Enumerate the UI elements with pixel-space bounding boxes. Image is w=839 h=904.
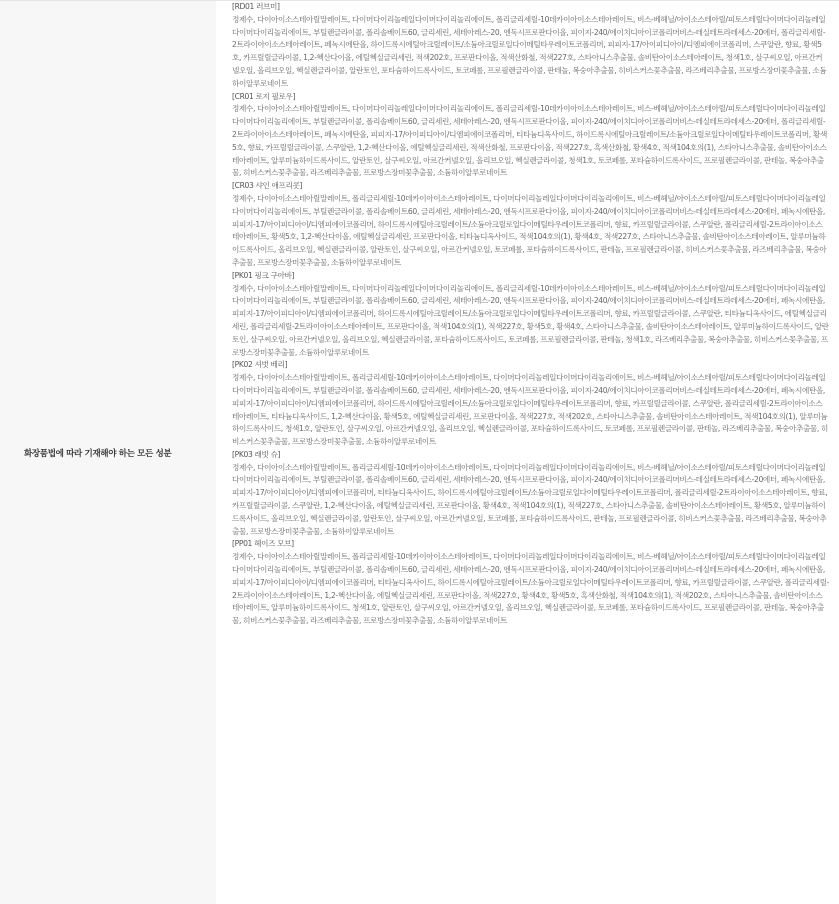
product-name: [PK01 핑크 구아바] [232, 270, 295, 280]
product-entry [232, 538, 829, 628]
product-ingredients: 정제수, 다이아이소스테아릴말레이트, 폴리글리세릴-10데카이아이소스테아레이트, 다이머다이리놀레일다이머다이리놀리에이트, 비스-베헤닐/아이소스테아릴/피토스테릴다이머다이리놀레일다이머다이리놀리에이트, 부틸렌글라이콜, 폴리솔베이트60, 글리세린, 세테아레스-20, 엔독시프로판다이올, 피이지-240/에이치디아이코폴리머비스-데실테트라데세스-20에터, 페녹시에탄올, 피피지-17/아이피디아이/디엠피에이코폴리머, 하이드록시에틸아크릴레이트/소듐아크릴로일다이메틸타우레이트코폴리머, 향료, 카프릴릴글라이콜, 스쿠알란, 폴리글리세릴-2트라이아이소스테아레이트, 티타늄디옥사이드, 1,2-헥산다이올, 황색5호, 에틸헥실글리세린, 프로판다이올, 적색227호, 적색202호, 스타아니스추출물, 솔비탄아이소스테아레이트, 적색104호의(1), 알루미늄하이드록사이드, 청색1호, 알란토인, 살구씨오일, 아르간커넬오일, 올리브오일, 헥실렌글라이콜, 포타슘하이드록사이드, 토코페롤, 프로필렌글라이콜, 판테놀, 라즈베리추출물, 복숭아추출물, 히비스커스꽃추출물, 프로방스장미꽃추출물, 소듐하이알루로네이트 [232, 373, 829, 447]
product-name: [CR03 샤인 애프리콧] [232, 181, 303, 191]
product-entry [232, 91, 829, 181]
product-entry [232, 180, 829, 270]
product-name: [RD01 러브미] [232, 2, 280, 11]
product-name: [PP01 헤이즈 모브] [232, 539, 294, 549]
table-label-cell [0, 1, 216, 904]
product-ingredients: 정제수, 다이아이소스테아릴말레이트, 다이머다이리놀레일다이머다이리놀리에이트, 폴리글리세릴-10데카이아이소스테아레이트, 비스-베헤닐/아이소스테아릴/피토스테릴다이머다이리놀레일다이머다이리놀리에이트, 부틸렌글라이콜, 폴리솔베이트60, 글리세린, 세테아레스-20, 엔독시프로판다이올, 피이지-240/에이치디아이코폴리머비스-데실테트라데세스-20에터, 폴리글리세릴-2트라이아이소스테아레이트, 페녹시에탄올, 하이드록시에틸아크릴레이트/소듐아크릴로일다이메틸타우레이트코폴리머, 피피지-17/아이피디아이/디엠피에이코폴리머, 스쿠알란, 향료, 황색5호, 카프릴릴글라이콜, 1,2-헥산다이올, 에틸헥실글리세린, 적색202호, 프로판다이올, 적색산화철, 적색227호, 스타아니스추출물, 솔비탄아이소스테아레이트, 청색1호, 살구씨오일, 아르간커넬오일, 올리브오일, 헥실렌글라이콜, 알란토인, 포타슘하이드록사이드, 토코페롤, 프로필렌글라이콜, 판테놀, 복숭아추출물, 히비스커스꽃추출물, 라즈베리추출물, 프로방스장미꽃추출물, 소듐하이알루로네이트 [232, 14, 827, 88]
product-entry [232, 270, 829, 360]
product-entry [232, 449, 829, 539]
product-name: [PK03 래빗 슈] [232, 449, 281, 459]
product-name: [PK02 셔벗 베리] [232, 360, 288, 370]
ingredients-label: 화장품법에 따라 기재해야 하는 모든 성분 [24, 448, 172, 459]
product-ingredients: 정제수, 다이아이소스테아릴말레이트, 다이머다이리놀레일다이머다이리놀리에이트, 폴리글리세릴-10데카이아이소스테아레이트, 비스-베헤닐/아이소스테아릴/피토스테릴다이머다이리놀레일다이머다이리놀리에이트, 부틸렌글라이콜, 폴리솔베이트60, 글리세린, 세테아레스-20, 엔독시프로판다이올, 피이지-240/에이치디아이코폴리머비스-데실테트라데세스-20에터, 폴리글리세릴-2트라이아이소스테아레이트, 페녹시에탄올, 피피지-17/아이피디아이/디엠피에이코폴리머, 티타늄디옥사이드, 하이드록시에틸아크릴레이트/소듐아크릴로일다이메틸타우레이트코폴리머, 황색5호, 향료, 카프릴릴글라이콜, 스쿠알란, 1,2-헥산다이올, 에틸헥실글리세린, 적색산화철, 프로판다이올, 적색227호, 흑색산화철, 황색4호, 적색104호의(1), 스타아니스추출물, 솔비탄아이소스테아레이트, 알루미늄하이드록사이드, 알란토인, 살구씨오일, 아르간커넬오일, 올리브오일, 헥실렌글라이콜, 청색1호, 토코페롤, 포타슘하이드록사이드, 프로필렌글라이콜, 판테놀, 복숭아추출물, 히비스커스꽃추출물, 라즈베리추출물, 프로방스장미꽃추출물, 소듐하이알루로네이트 [232, 104, 827, 178]
product-ingredients: 정제수, 다이아이소스테아릴말레이트, 다이머다이리놀레일다이머다이리놀리에이트, 폴리글리세릴-10데카이아이소스테아레이트, 비스-베헤닐/아이소스테아릴/피토스테릴다이머다이리놀레일다이머다이리놀리에이트, 부틸렌글라이콜, 폴리솔베이트60, 글리세린, 세테아레스-20, 엔독시프로판다이올, 피이지-240/에이치디아이코폴리머비스-데실테트라데세스-20에터, 페녹시에탄올, 피피지-17/아이피디아이/디엠피에이코폴리머, 하이드록시에틸아크릴레이트/소듐아크릴로일다이메틸타우레이트코폴리머, 향료, 카프릴릴글라이콜, 스쿠알란, 티타늄디옥사이드, 에틸헥실글리세린, 폴리글리세릴-2트라이아이소스테아레이트, 프로판다이올, 적색104호의(1), 적색227호, 황색5호, 황색4호, 스타아니스추출물, 솔비탄아이소스테아레이트, 알루미늄하이드록사이드, 알란토인, 살구씨오일, 아르간커넬오일, 올리브오일, 헥실렌글라이콜, 포타슘하이드록사이드, 토코페롤, 프로필렌글라이콜, 판테놀, 청색1호, 라즈베리추출물, 복숭아추출물, 히비스커스꽃추출물, 프로방스장미꽃추출물, 소듐하이알루로네이트 [232, 283, 829, 357]
product-entry [232, 359, 829, 449]
product-ingredients: 정제수, 다이아이소스테아릴말레이트, 폴리글리세릴-10데카이아이소스테아레이트, 다이머다이리놀레일다이머다이리놀리에이트, 비스-베헤닐/아이소스테아릴/피토스테릴다이머다이리놀레일다이머다이리놀리에이트, 부틸렌글라이콜, 폴리솔베이트60, 글리세린, 세테아레스-20, 엔독시프로판다이올, 피이지-240/에이치디아이코폴리머비스-데실테트라데세스-20에터, 페녹시에탄올, 피피지-17/아이피디아이/디엠피에이코폴리머, 하이드록시에틸아크릴레이트/소듐아크릴로일다이메틸타우레이트코폴리머, 향료, 카프릴릴글라이콜, 스쿠알란, 폴리글리세릴-2트라이아이소스테아레이트, 황색5호, 1,2-헥산다이올, 에틸헥실글리세린, 프로판다이올, 티타늄디옥사이드, 적색104호의(1), 황색4호, 적색227호, 스타아니스추출물, 솔비탄아이소스테아레이트, 알루미늄하이드록사이드, 올리브오일, 헥실렌글라이콜, 알란토인, 살구씨오일, 아르간커넬오일, 토코페롤, 포타슘하이드록사이드, 판테놀, 프로필렌글라이콜, 히비스커스꽃추출물, 라즈베리추출물, 복숭아추출물, 프로방스장미꽃추출물, 소듐하이알루로네이트 [232, 193, 827, 267]
product-name: [CR01 로지 필로우] [232, 91, 296, 101]
product-entry [232, 1, 829, 91]
product-ingredients: 정제수, 다이아이소스테아릴말레이트, 폴리글리세릴-10데카이아이소스테아레이트, 다이머다이리놀레일다이머다이리놀리에이트, 비스-베헤닐/아이소스테아릴/피토스테릴다이머다이리놀레일다이머다이리놀리에이트, 부틸렌글라이콜, 폴리솔베이트60, 글리세린, 세테아레스-20, 엔독시프로판다이올, 피이지-240/에이치디아이코폴리머비스-데실테트라데세스-20에터, 페녹시에탄올, 피피지-17/아이피디아이/디엠피에이코폴리머, 티타늄디옥사이드, 하이드록시에틸아크릴레이트/소듐아크릴로일다이메틸타우레이트코폴리머, 폴리글리세릴-2트라이아이소스테아레이트, 향료, 카프릴릴글라이콜, 스쿠알란, 1,2-헥산다이올, 에틸헥실글리세린, 프로판다이올, 황색4호, 적색104호의(1), 적색227호, 스타아니스추출물, 솔비탄아이소스테아레이트, 황색5호, 알루미늄하이드록사이드, 올리브오일, 헥실렌글라이콜, 알란토인, 살구씨오일, 아르간커넬오일, 토코페롤, 포타슘하이드록사이드, 판테놀, 프로필렌글라이콜, 히비스커스꽃추출물, 라즈베리추출물, 복숭아추출물, 프로방스장미꽃추출물, 소듐하이알루로네이트 [232, 462, 828, 536]
product-ingredients: 정제수, 다이아이소스테아릴말레이트, 폴리글리세릴-10데카이아이소스테아레이트, 다이머다이리놀레일다이머다이리놀리에이트, 비스-베헤닐/아이소스테아릴/피토스테릴다이머다이리놀레일다이머다이리놀리에이트, 부틸렌글라이콜, 폴리솔베이트60, 글리세린, 세테아레스-20, 엔독시프로판다이올, 피이지-240/에이치디아이코폴리머비스-데실테트라데세스-20에터, 페녹시에탄올, 피피지-17/아이피디아이/디엠피에이코폴리머, 티타늄디옥사이드, 하이드록시에틸아크릴레이트/소듐아크릴로일다이메틸타우레이트코폴리머, 향료, 카프릴릴글라이콜, 스쿠알란, 폴리글리세릴-2트라이아이소스테아레이트, 1,2-헥산다이올, 에틸헥실글리세린, 프로판다이올, 적색227호, 황색4호, 황색5호, 흑색산화철, 적색104호의(1), 적색202호, 스타아니스추출물, 솔비탄아이소스테아레이트, 알루미늄하이드록사이드, 청색1호, 알란토인, 살구씨오일, 아르간커넬오일, 올리브오일, 헥실렌글라이콜, 토코페롤, 포타슘하이드록사이드, 프로필렌글라이콜, 판테놀, 복숭아추출물, 히비스커스꽃추출물, 라즈베리추출물, 프로방스장미꽃추출물, 소듐하이알루로네이트 [232, 552, 829, 626]
table-value-cell [216, 1, 839, 904]
